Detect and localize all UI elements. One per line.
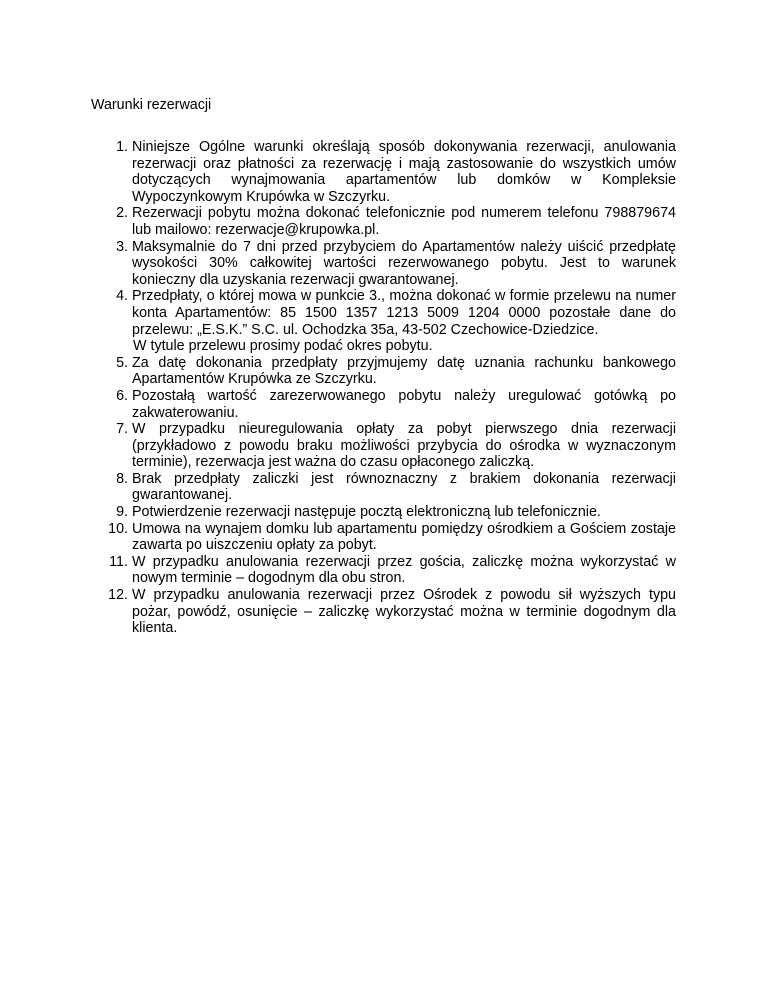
list-item: [100, 388, 676, 421]
item-text: Niniejsze Ogólne warunki określają sposób dokonywania rezerwacji, anulowania rezerwacji oraz płatności za rezerwację i mają zastosowanie do wszystkich umów dotyczących wynajmowania apartamentów lub domków w Kompleksie Wypoczynkowym Krupówka w Szczyrku.: [132, 139, 676, 205]
item-text: Rezerwacji pobytu można dokonać telefonicznie pod numerem telefonu 798879674 lub mailowo: rezerwacje@krupowka.pl.: [132, 205, 676, 238]
document-title: Warunki rezerwacji: [91, 97, 212, 113]
item-number: 6.: [116, 387, 128, 404]
item-number: 9.: [116, 504, 128, 521]
list-item: [100, 471, 676, 504]
item-number: 3.: [116, 238, 128, 255]
list-item: [100, 421, 676, 471]
item-number: 11.: [109, 553, 128, 570]
item-number: 10.: [108, 520, 128, 537]
list-item: [100, 205, 676, 238]
list-item: [100, 587, 676, 637]
item-number: 4.: [116, 288, 128, 305]
item-text: Pozostałą wartość zarezerwowanego pobytu należy uregulować gotówką po zakwaterowaniu.: [132, 387, 676, 421]
item-text: Za datę dokonania przedpłaty przyjmujemy datę uznania rachunku bankowego Apartamentów Krupówka ze Szczyrku.: [132, 354, 676, 388]
list-item: [100, 554, 676, 587]
list-item: [100, 504, 676, 521]
list-item: [100, 355, 676, 388]
item-text: Maksymalnie do 7 dni przed przybyciem do Apartamentów należy uiścić przedpłatę wysokości 30% całkowitej wartości rezerwowanego pobytu. Jest to warunek konieczny dla uzyskania rezerwacji gwarantowanej.: [132, 238, 676, 288]
list-item: [100, 239, 676, 289]
item-text: W przypadku anulowania rezerwacji przez Ośrodek z powodu sił wyższych typu pożar, powódź, osunięcie – zaliczkę wykorzystać można w terminie dogodnym dla klienta.: [132, 587, 676, 637]
item-number: 1.: [116, 139, 128, 155]
item-text: W przypadku anulowania rezerwacji przez gościa, zaliczkę można wykorzystać w nowym terminie – dogodnym dla obu stron.: [132, 553, 676, 587]
item-text: W przypadku nieuregulowania opłaty za pobyt pierwszego dnia rezerwacji (przykładowo z powodu braku możliwości przybycia do ośrodka w wyznaczonym terminie), rezerwacja jest ważna do czasu opłaconego zaliczką.: [132, 421, 676, 471]
terms-list: [100, 139, 676, 637]
list-item: [100, 288, 676, 354]
item-number: 12.: [108, 587, 128, 604]
item-note: W tytule przelewu prosimy podać okres pobytu.: [133, 338, 433, 355]
list-item: [100, 521, 676, 554]
item-number: 5.: [116, 354, 128, 371]
item-text: Potwierdzenie rezerwacji następuje pocztą elektroniczną lub telefonicznie.: [132, 504, 601, 521]
list-item: [100, 139, 676, 205]
item-text: Brak przedpłaty zaliczki jest równoznaczny z brakiem dokonania rezerwacji gwarantowanej.: [132, 470, 676, 504]
item-number: 2.: [116, 205, 128, 222]
item-number: 7.: [116, 421, 128, 438]
item-number: 8.: [116, 470, 128, 487]
item-text: Umowa na wynajem domku lub apartamentu pomiędzy ośrodkiem a Gościem zostaje zawarta po uiszczeniu opłaty za pobyt.: [132, 520, 676, 554]
item-text: Przedpłaty, o której mowa w punkcie 3., można dokonać w formie przelewu na numer konta Apartamentów: 85 1500 1357 1213 5009 1204 0000 pozostałe dane do przelewu: „E.S.K.” S.C. ul. Ochodzka 35a, 43-502 Czechowice-Dziedzice.: [132, 288, 676, 338]
